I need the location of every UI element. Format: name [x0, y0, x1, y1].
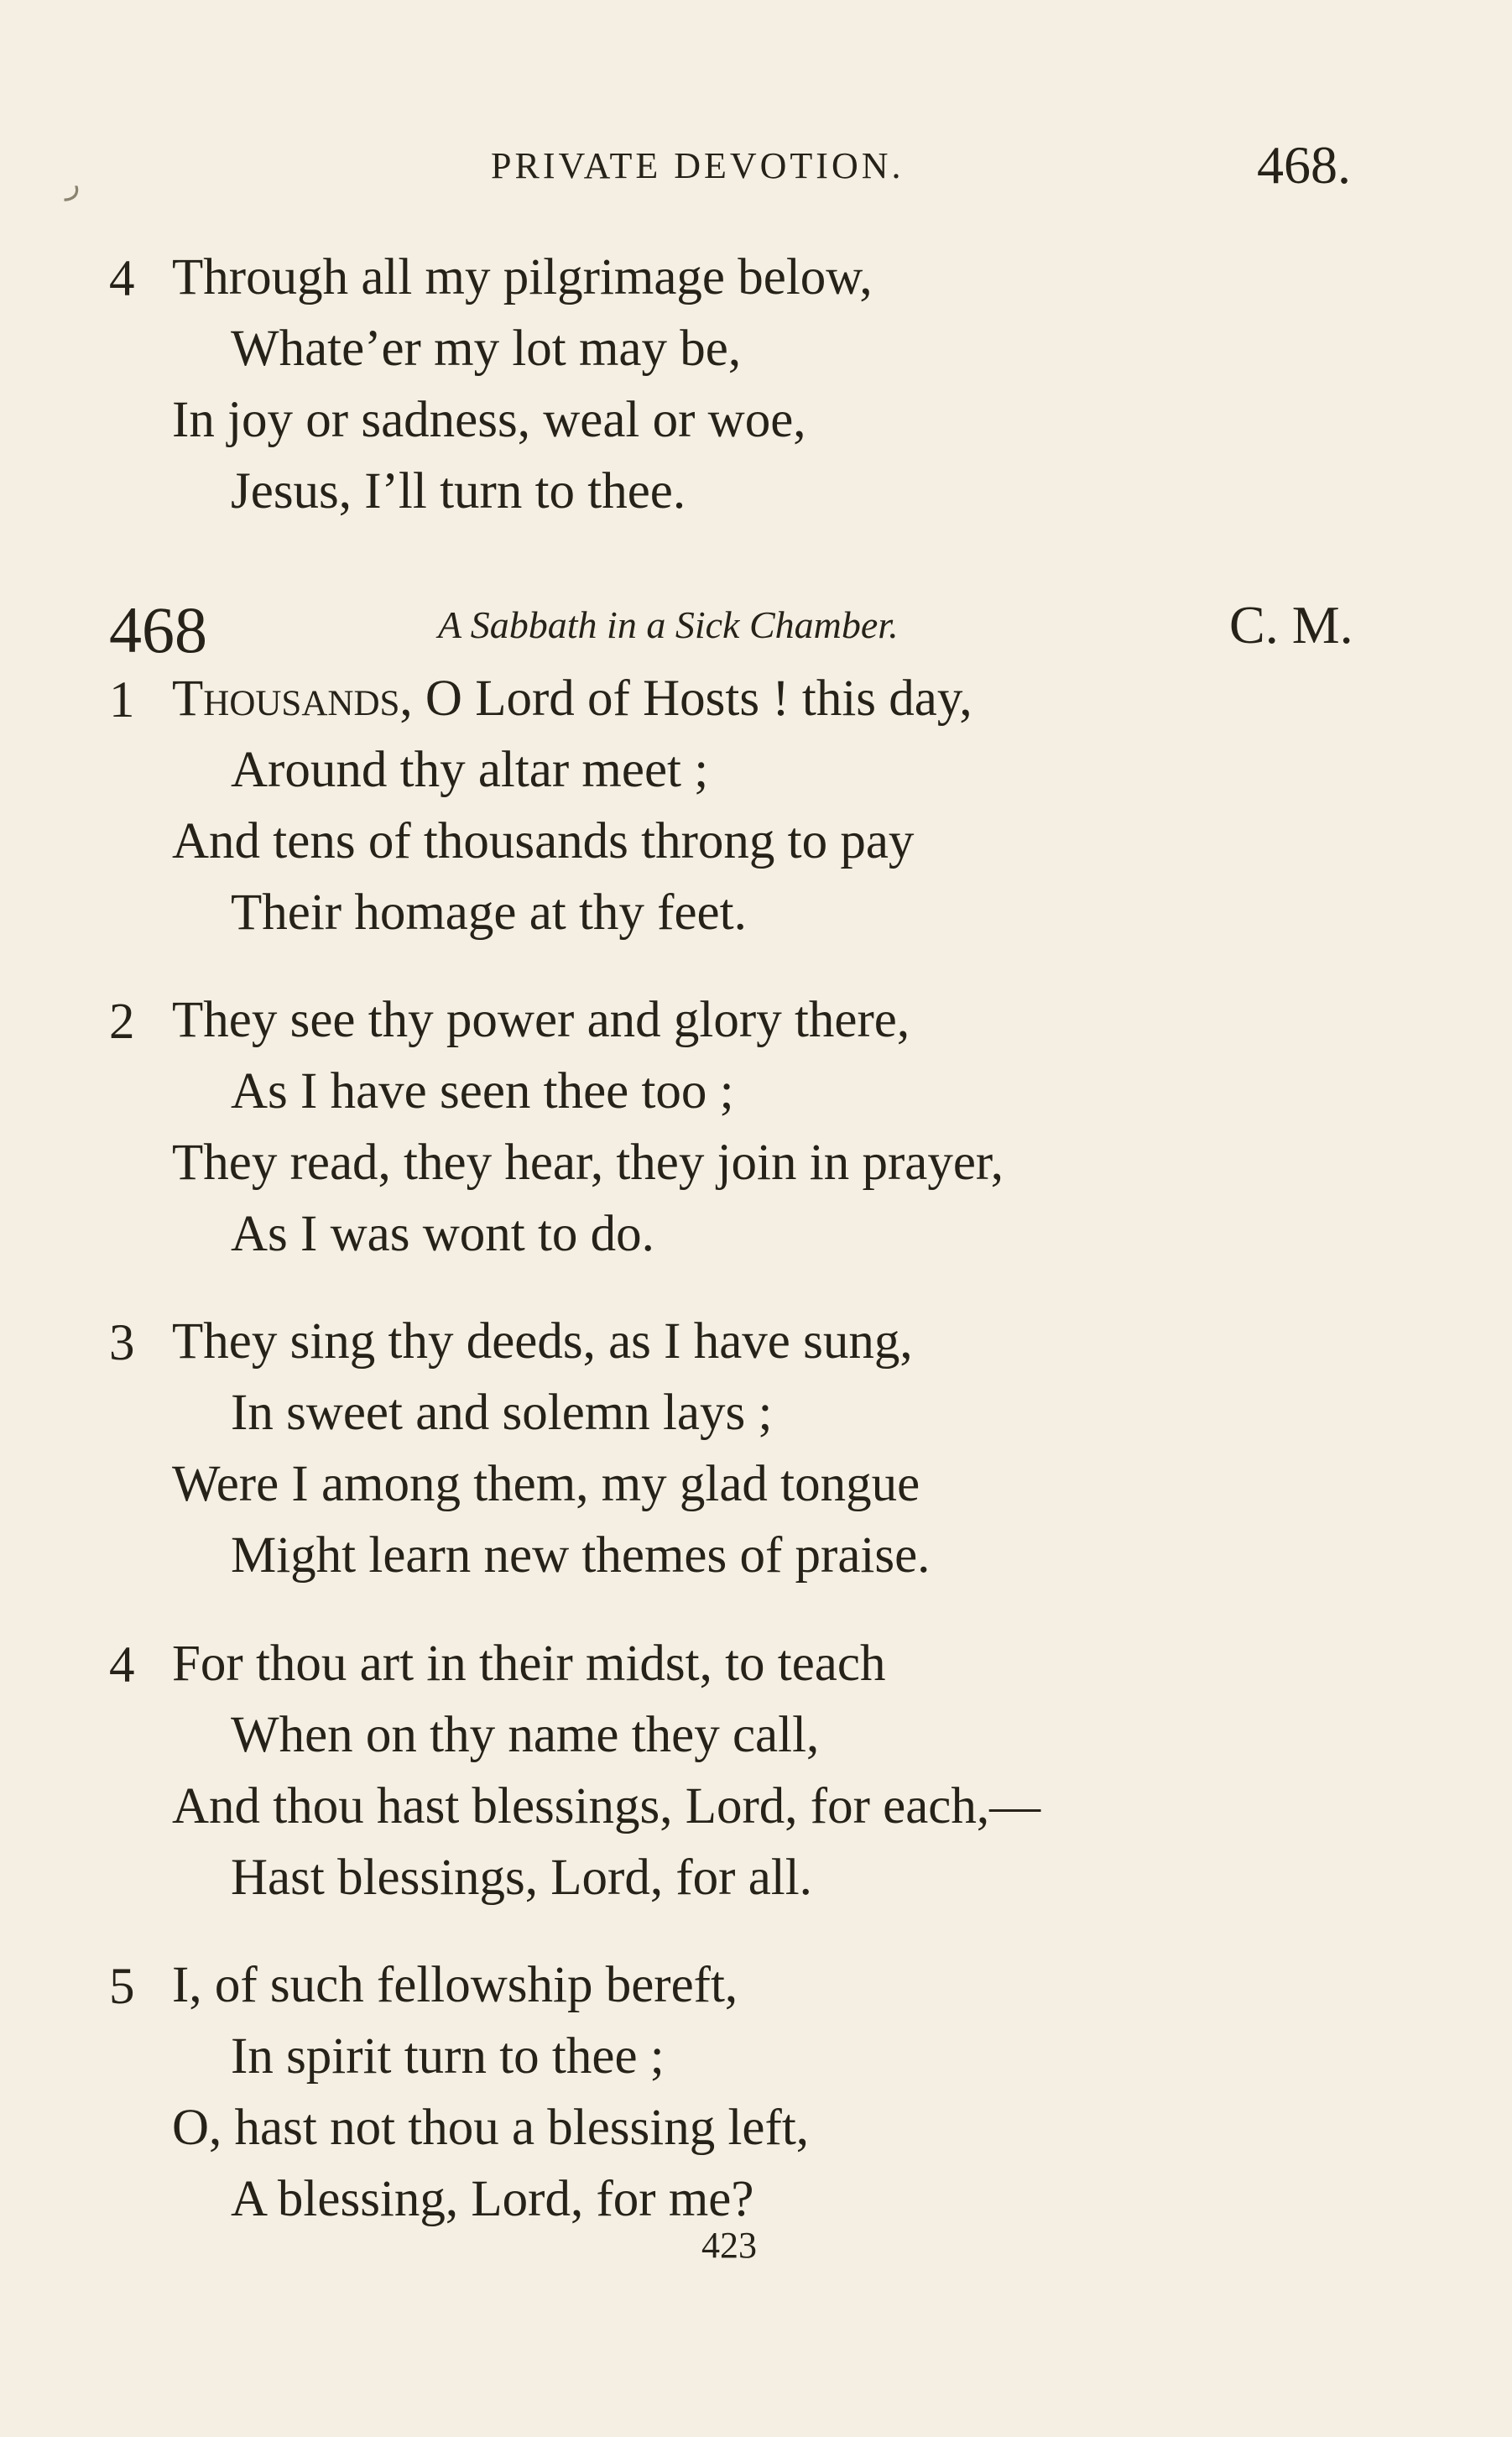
verse-line: When on thy name they call,	[231, 1707, 820, 1763]
verse-line: Jesus, I’ll turn to thee.	[231, 463, 686, 519]
verse-number: 2	[109, 994, 135, 1050]
verse-line: Were I among them, my glad tongue	[172, 1456, 920, 1512]
verse-line	[172, 671, 972, 727]
verse-line: They sing thy deeds, as I have sung,	[172, 1313, 913, 1370]
verse-line: Hast blessings, Lord, for all.	[231, 1850, 812, 1906]
verse-number: 3	[109, 1315, 135, 1371]
verse-number: 4	[109, 1637, 135, 1693]
verse-number: 4	[109, 251, 135, 307]
verse-line: In spirit turn to thee ;	[231, 2028, 665, 2085]
verse-line: A blessing, Lord, for me?	[231, 2171, 754, 2227]
page-hymn-number: 468.	[1257, 135, 1351, 195]
verse-number: 5	[109, 1959, 135, 2015]
verse-line: In joy or sadness, weal or woe,	[172, 392, 806, 448]
hymn-meter: C. M.	[1229, 595, 1353, 655]
hymn-number: 468	[109, 593, 207, 666]
verse-line: I, of such fellowship bereft,	[172, 1957, 738, 2013]
hymn-title: A Sabbath in a Sick Chamber.	[438, 603, 899, 646]
verse-line: For thou art in their midst, to teach	[172, 1636, 886, 1692]
verse-line: Might learn new themes of praise.	[231, 1527, 931, 1584]
verse-line: In sweet and solemn lays ;	[231, 1385, 773, 1441]
verse-line: Through all my pilgrimage below,	[172, 249, 873, 305]
corner-mark: ر	[65, 167, 81, 201]
verse-line: Their homage at thy feet.	[231, 885, 747, 941]
verse-line: As I have seen thee too ;	[231, 1063, 734, 1119]
verse-line: As I was wont to do.	[231, 1206, 654, 1262]
page-folio: 423	[701, 2225, 757, 2266]
verse-line-rest: O Lord of Hosts ! this day,	[425, 671, 972, 727]
verse-line: Around thy altar meet ;	[231, 742, 709, 798]
verse-line: Whate’er my lot may be,	[231, 321, 742, 377]
verse-line: And tens of thousands throng to pay	[172, 813, 915, 869]
verse-line: And thou hast blessings, Lord, for each,—	[172, 1778, 1041, 1834]
verse-line: They read, they hear, they join in prayer,	[172, 1135, 1004, 1191]
verse-line: They see thy power and glory there,	[172, 992, 910, 1048]
running-title: PRIVATE DEVOTION.	[491, 145, 905, 186]
verse-line: O, hast not thou a blessing left,	[172, 2100, 810, 2156]
verse-number: 1	[109, 672, 135, 728]
verse-first-word: Thousands,	[172, 671, 413, 727]
